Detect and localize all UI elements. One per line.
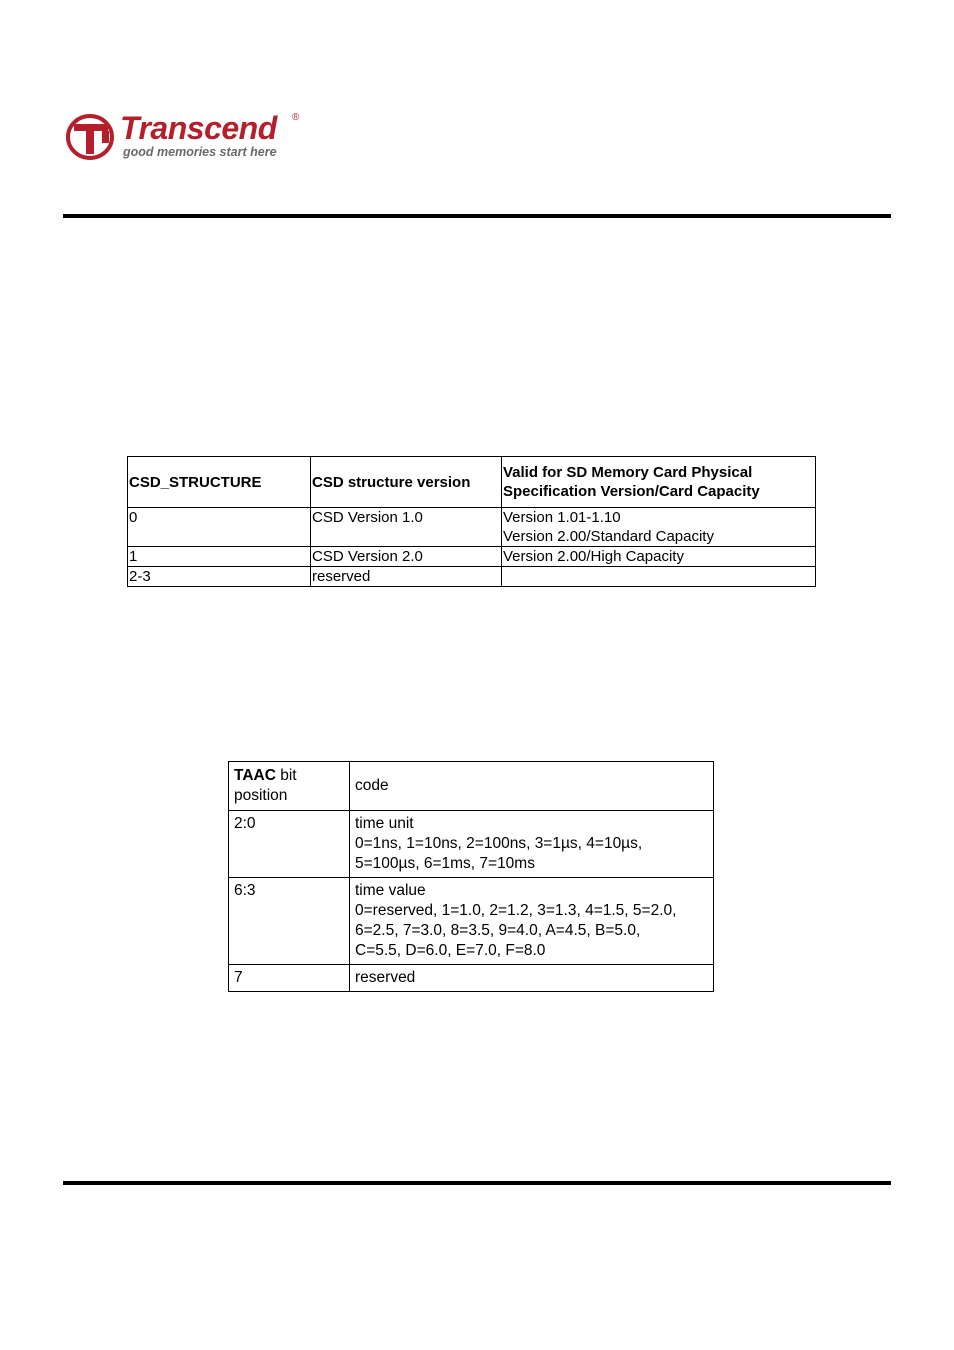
taac-table bbox=[228, 761, 714, 992]
table-cell: reserved bbox=[311, 567, 502, 587]
transcend-emblem-icon bbox=[66, 112, 118, 162]
header-cell: Valid for SD Memory Card Physical Specification Version/Card Capacity bbox=[502, 457, 816, 508]
table-cell bbox=[502, 508, 816, 547]
table-header-row bbox=[229, 762, 714, 811]
table-cell: 2-3 bbox=[128, 567, 311, 587]
table-cell: CSD Version 1.0 bbox=[311, 508, 502, 547]
footer-rule bbox=[63, 1181, 891, 1185]
table-row bbox=[229, 811, 714, 878]
registered-mark: ® bbox=[292, 112, 300, 123]
header-text: bit position bbox=[234, 767, 297, 804]
table-row bbox=[128, 508, 816, 547]
table-cell: 2:0 bbox=[229, 811, 350, 878]
table-row bbox=[128, 547, 816, 567]
cell-line: C=5.5, D=6.0, E=7.0, F=8.0 bbox=[355, 942, 546, 959]
table-cell: Version 2.00/High Capacity bbox=[502, 547, 816, 567]
table-cell: 0 bbox=[128, 508, 311, 547]
logo-brand-text: Transcend bbox=[120, 110, 277, 146]
csd-structure-table bbox=[127, 456, 816, 587]
table-cell: CSD Version 2.0 bbox=[311, 547, 502, 567]
cell-line: 0=reserved, 1=1.0, 2=1.2, 3=1.3, 4=1.5, 5=2.0, bbox=[355, 902, 677, 919]
header-cell: CSD structure version bbox=[311, 457, 502, 508]
header-bold-text: TAAC bbox=[234, 767, 276, 784]
cell-line: 5=100µs, 6=1ms, 7=10ms bbox=[355, 855, 535, 872]
table-row bbox=[128, 567, 816, 587]
header-cell bbox=[229, 762, 350, 811]
cell-line: time value bbox=[355, 882, 426, 899]
table-row bbox=[229, 965, 714, 992]
cell-line: Version 2.00/Standard Capacity bbox=[503, 528, 714, 545]
table-cell: reserved bbox=[350, 965, 714, 992]
table-cell: 7 bbox=[229, 965, 350, 992]
cell-line: 6=2.5, 7=3.0, 8=3.5, 9=4.0, A=4.5, B=5.0, bbox=[355, 922, 641, 939]
header-cell: code bbox=[350, 762, 714, 811]
logo-tagline: good memories start here bbox=[123, 145, 277, 159]
table-header-row bbox=[128, 457, 816, 508]
header-rule bbox=[63, 214, 891, 218]
cell-line: 0=1ns, 1=10ns, 2=100ns, 3=1µs, 4=10µs, bbox=[355, 835, 643, 852]
cell-line: Version 1.01-1.10 bbox=[503, 509, 621, 526]
cell-line: time unit bbox=[355, 815, 414, 832]
table-cell: 6:3 bbox=[229, 878, 350, 965]
table-cell bbox=[350, 811, 714, 878]
table-row bbox=[229, 878, 714, 965]
table-cell bbox=[350, 878, 714, 965]
header-cell: CSD_STRUCTURE bbox=[128, 457, 311, 508]
table-cell: 1 bbox=[128, 547, 311, 567]
transcend-logo bbox=[66, 112, 306, 162]
table-cell bbox=[502, 567, 816, 587]
